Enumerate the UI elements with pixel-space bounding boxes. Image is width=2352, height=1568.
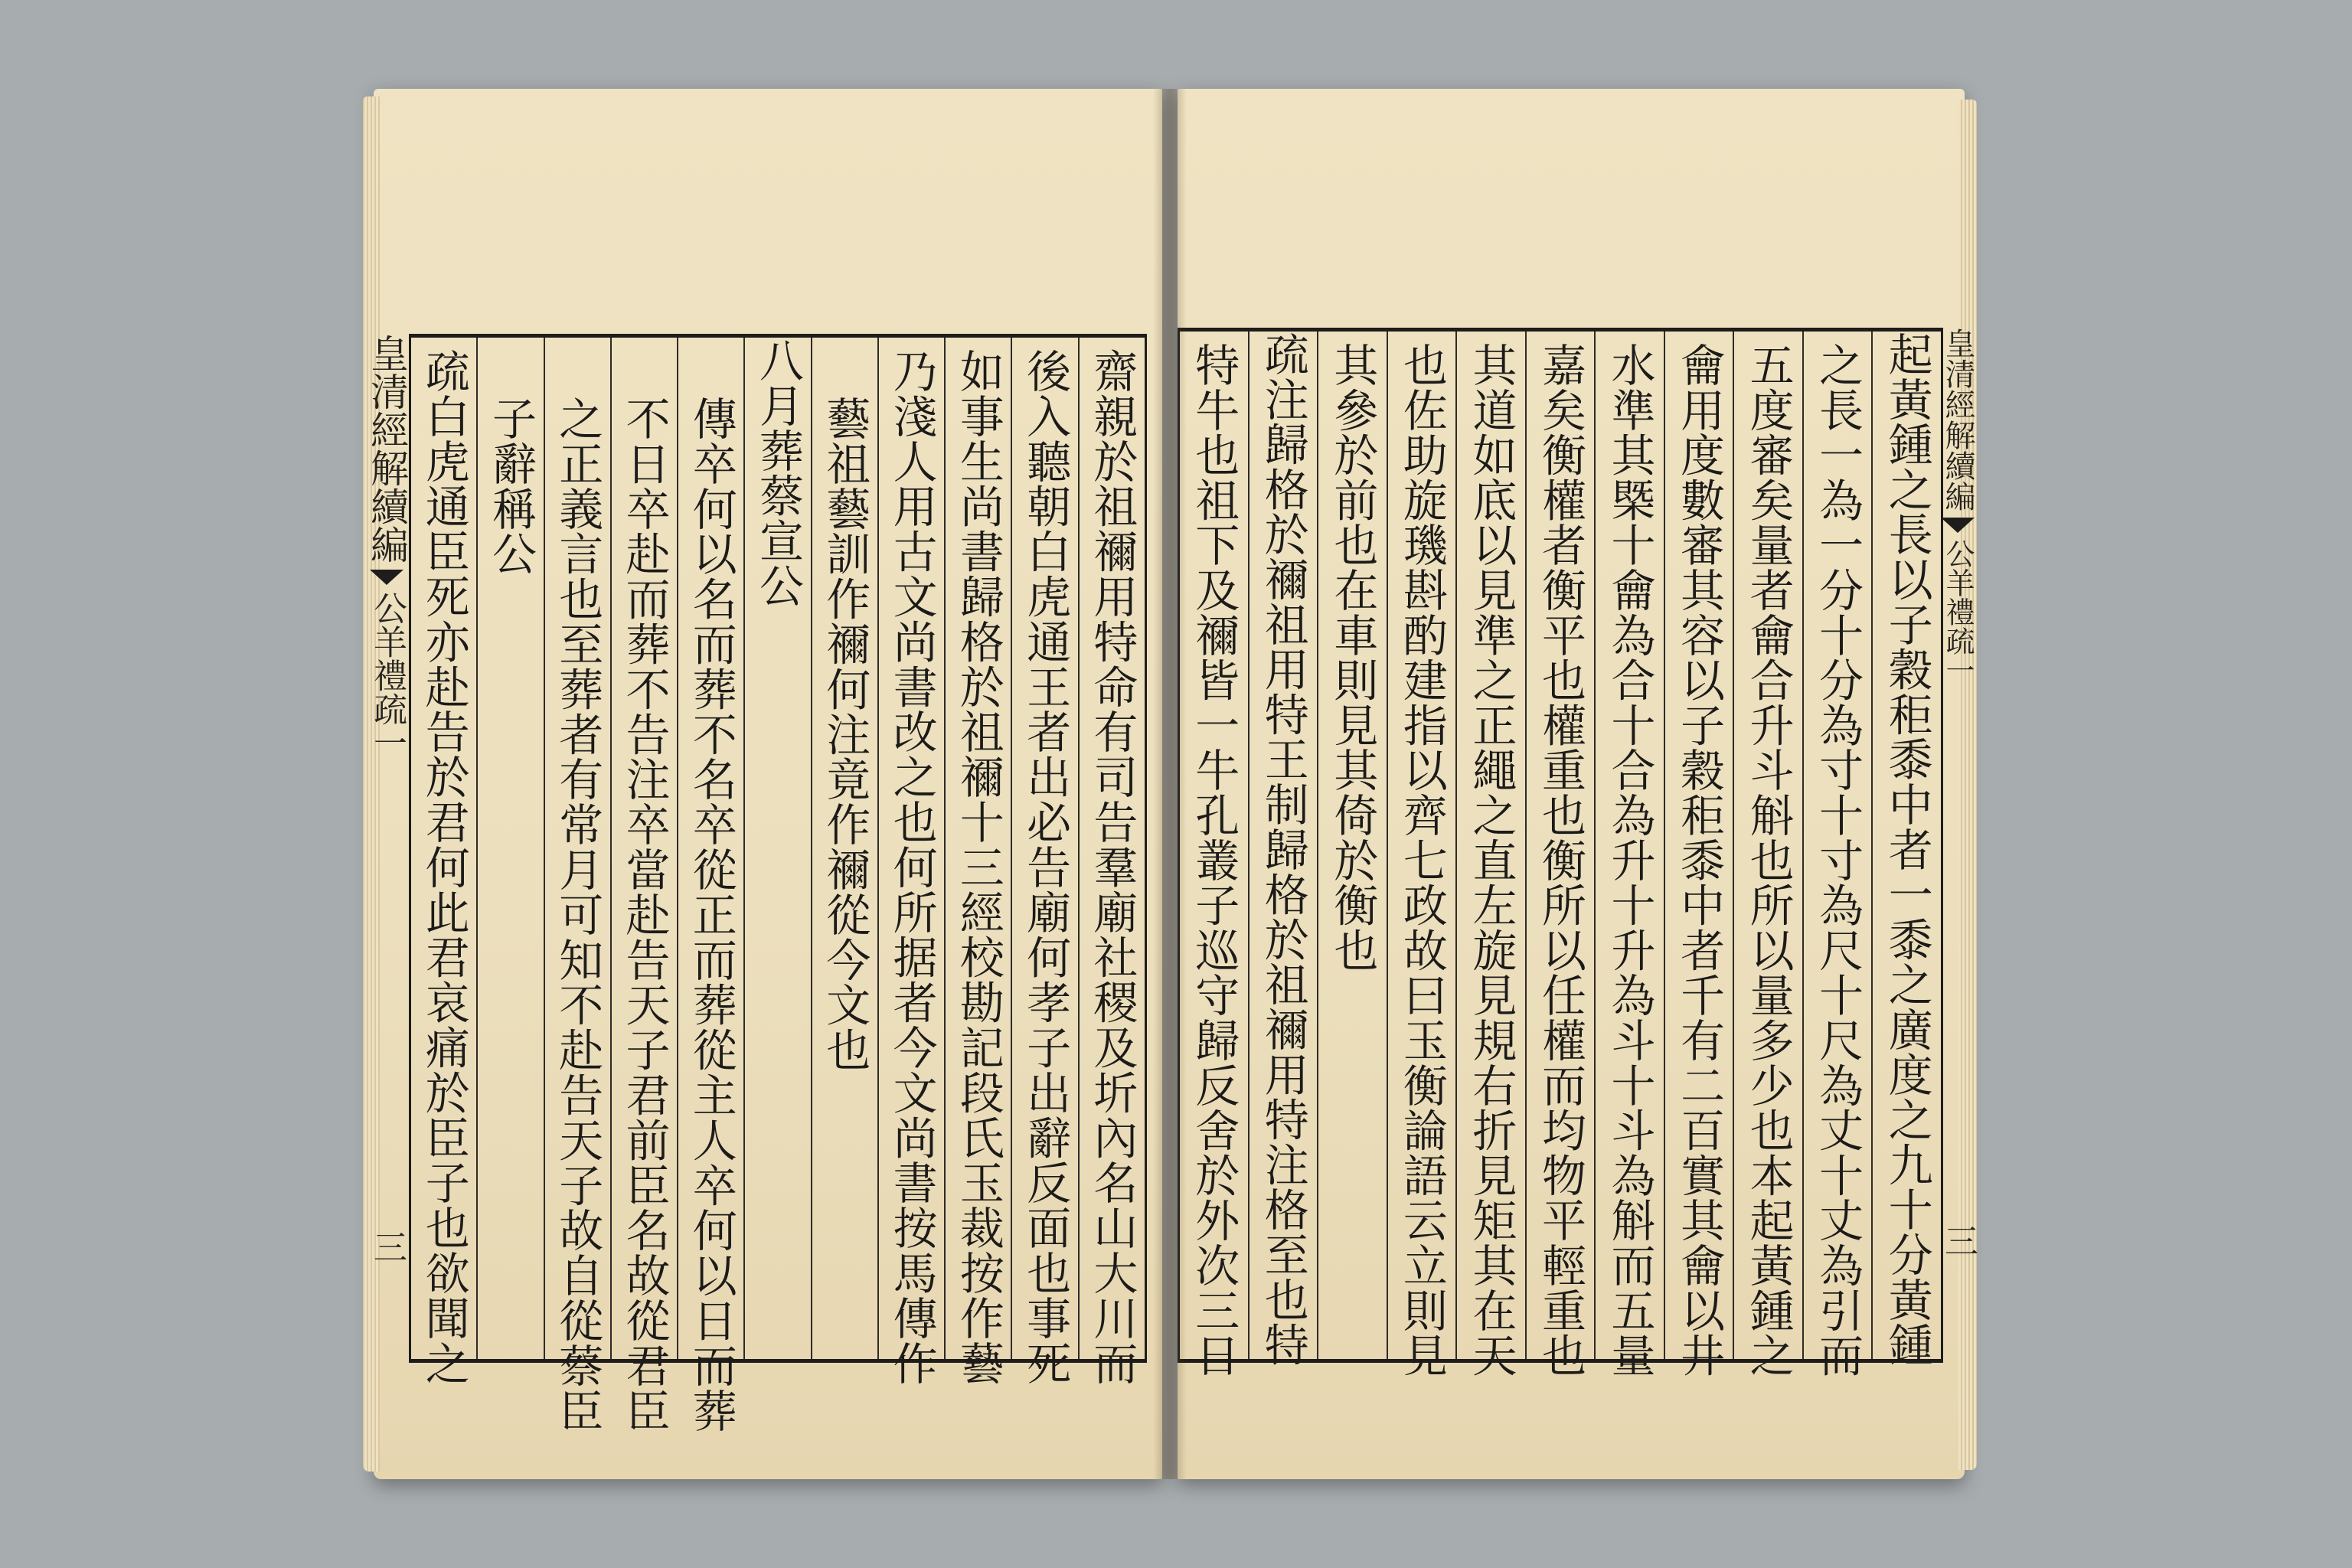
column-text: 龠用度數審其容以子穀秬黍中者千有二百實其龠以井 xyxy=(1673,342,1726,1378)
text-column xyxy=(411,338,476,1386)
text-column xyxy=(544,338,610,1433)
text-column xyxy=(1802,332,1872,1378)
right-banxin xyxy=(1936,328,1980,1357)
column-text: 水準其槩十龠為合十合為升十升為斗十斗為斛而五量 xyxy=(1603,342,1656,1378)
text-column xyxy=(610,338,677,1433)
column-text: 傳卒何以名而葬不名卒從正而葬從主人卒何以日而葬 xyxy=(684,396,737,1433)
banxin-title: 皇清經解續編 xyxy=(364,334,409,564)
text-column xyxy=(743,338,810,1359)
right-page xyxy=(1178,89,1978,1479)
column-text: 如事生尚書歸格於祖禰十三經校勘記段氏玉裁按作藝 xyxy=(952,348,1004,1386)
banxin-subtitle: 公羊禮疏一 xyxy=(368,591,407,760)
banxin-title: 皇清經解續編 xyxy=(1940,328,1975,511)
text-column xyxy=(1594,332,1664,1378)
text-column xyxy=(1455,332,1525,1378)
banxin-page-number: 三 xyxy=(368,1230,407,1263)
text-column xyxy=(1248,332,1318,1367)
column-text: 也佐助旋璣斟酌建指以齊七政故曰玉衡論語云立則見 xyxy=(1395,342,1448,1378)
text-column xyxy=(1525,332,1595,1378)
column-text: 乃淺人用古文尚書改之也何所据者今文尚書按馬傳作 xyxy=(885,348,938,1386)
column-text: 之正義言也至葬者有常月可知不赴告天子故自從蔡臣 xyxy=(551,396,604,1433)
text-column xyxy=(1733,332,1802,1378)
text-column xyxy=(677,338,743,1433)
column-text: 齋親於祖禰用特命有司告羣廟社稷及圻內名山大川而 xyxy=(1086,348,1138,1386)
column-text: 後入聽朝白虎通王者出必告廟何孝子出辭反面也事死 xyxy=(1019,348,1072,1386)
column-text: 疏白虎通臣死亦赴告於君何此君哀痛於臣子也欲聞之 xyxy=(417,348,470,1386)
fish-tail-mark xyxy=(370,570,403,585)
column-text: 五度審矣量者龠合升斗斛也所以量多少也本起黃鍾之 xyxy=(1742,342,1795,1378)
text-column xyxy=(1387,332,1456,1378)
column-text: 不日卒赴而葬不告注卒當赴告天子君前臣名故從君臣 xyxy=(618,396,671,1433)
text-column xyxy=(1078,338,1145,1386)
right-columns xyxy=(1180,332,1941,1378)
text-column xyxy=(1180,332,1248,1378)
column-text: 八月葬蔡宣公 xyxy=(752,338,805,609)
column-text: 疏注歸格於禰祖用特王制歸格於祖禰用特注格至也特 xyxy=(1256,332,1309,1367)
column-text: 嘉矣衡權者衡平也權重也衡所以任權而均物平輕重也 xyxy=(1534,342,1586,1378)
text-column xyxy=(877,338,944,1386)
left-banxin xyxy=(364,334,409,1363)
column-text: 特牛也祖下及禰皆一牛孔叢子巡守歸反舍於外次三日 xyxy=(1187,342,1240,1378)
text-column xyxy=(1317,332,1387,1359)
text-column xyxy=(476,338,543,1359)
banxin-page-number: 三 xyxy=(1939,1223,1978,1257)
text-column xyxy=(1664,332,1733,1378)
left-page xyxy=(364,89,1162,1479)
banxin-subtitle: 公羊禮疏一 xyxy=(1941,539,1975,684)
fish-tail-mark xyxy=(1941,518,1975,533)
column-text: 其道如底以見準之正繩之直左旋見規右折見矩其在天 xyxy=(1465,342,1517,1378)
text-column xyxy=(811,338,877,1359)
text-column xyxy=(1011,338,1077,1386)
left-text-frame xyxy=(409,334,1147,1433)
column-text: 子辭稱公 xyxy=(484,396,537,577)
text-column xyxy=(1871,332,1941,1367)
left-columns xyxy=(411,338,1145,1433)
open-book xyxy=(364,89,1978,1479)
column-text: 藝祖藝訓作禰何注竟作禰從今文也 xyxy=(818,396,871,1073)
column-text: 之長一為一分十分為寸十寸為尺十尺為丈十丈為引而 xyxy=(1811,342,1864,1378)
right-text-frame xyxy=(1178,328,1943,1378)
text-column xyxy=(944,338,1011,1386)
book-gutter xyxy=(1153,89,1187,1479)
column-text: 起黃鍾之長以子穀秬黍中者一黍之廣度之九十分黃鍾 xyxy=(1880,332,1933,1367)
column-text: 其參於前也在車則見其倚於衡也 xyxy=(1326,342,1379,973)
